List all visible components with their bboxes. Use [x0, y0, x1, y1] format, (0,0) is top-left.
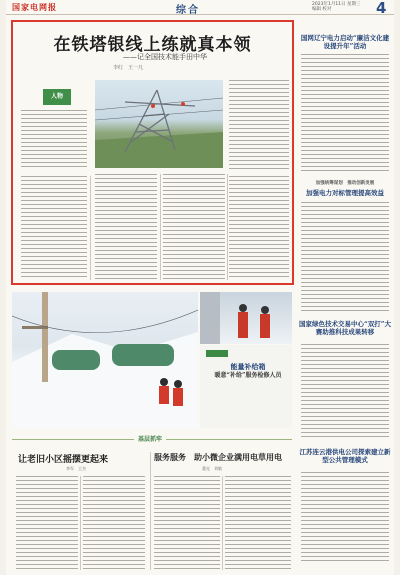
- qr-info-card: [200, 345, 292, 428]
- qr-banner: [206, 350, 228, 357]
- qr-card-text: [210, 362, 286, 380]
- column-divider: [227, 174, 228, 280]
- issue-date-line2: 编辑 校对: [312, 7, 332, 12]
- snow-field-illustration: [12, 292, 198, 428]
- article-text-block: [301, 472, 389, 562]
- column-divider: [222, 476, 223, 570]
- transmission-tower-photo: [95, 80, 223, 168]
- lead-article-tag: 人物: [43, 89, 71, 105]
- newspaper-page: [6, 0, 394, 575]
- bottom-left-byline: 李军 王杰: [66, 466, 86, 471]
- issue-date-line1: 2023年1月11日 星期三: [312, 2, 361, 7]
- column-divider: [150, 452, 151, 570]
- lead-article-highlight[interactable]: [11, 20, 294, 285]
- right-headline-1[interactable]: 国网辽宁电力启动“廉洁文化建设提升年”活动: [300, 34, 390, 50]
- article-text-block: [21, 176, 87, 280]
- masthead: [6, 0, 394, 15]
- page-number: 4: [376, 0, 387, 17]
- article-text-block: [301, 54, 389, 174]
- article-text-block: [225, 476, 291, 570]
- column-divider: [80, 476, 81, 570]
- bottom-right-byline: 董光 刘敏: [202, 466, 222, 471]
- right-headline-4[interactable]: 江苏连云港供电公司探索建立新型公共管理模式: [299, 448, 391, 464]
- bottom-section-divider: [12, 434, 292, 444]
- issue-date: [312, 2, 360, 12]
- lead-article-title: 在铁塔银线上练就真本领: [53, 35, 252, 55]
- bottom-left-title[interactable]: 让老旧小区摇摆更起来: [18, 455, 109, 465]
- tower-illustration: [95, 80, 223, 168]
- article-text-block: [16, 476, 78, 570]
- article-text-block: [229, 176, 289, 280]
- right-headline-3[interactable]: 国家绿色技术交易中心“双打”大赛助推科技成果转移: [299, 320, 391, 336]
- article-text-block: [21, 110, 87, 170]
- workers-illustration: [200, 292, 292, 344]
- right-news-column: [299, 20, 391, 565]
- column-divider: [90, 176, 91, 280]
- right-kicker-2: 加强统筹谋划 推动创新发展: [315, 181, 375, 186]
- article-text-block: [163, 174, 225, 280]
- article-text-block: [301, 344, 389, 440]
- column-divider: [160, 174, 161, 280]
- section-title: 综合: [176, 5, 200, 16]
- qr-card-title: 能量补给箱: [230, 362, 266, 371]
- article-text-block: [83, 476, 145, 570]
- article-text-block: [154, 476, 220, 570]
- bottom-section-label: 基层抓牢: [134, 434, 166, 443]
- worker-photo: [200, 292, 292, 344]
- qr-card-caption: 暖意“补给”服务检修人员: [214, 372, 282, 379]
- newspaper-logo: 国家电网报: [12, 3, 57, 12]
- lead-article-subtitle: ——记全国技术能手田中华: [123, 53, 207, 61]
- lead-article-byline: 李红 王一凡: [113, 65, 144, 71]
- article-text-block: [95, 174, 157, 280]
- right-headline-2[interactable]: 加强电力对标管理提高效益: [306, 189, 384, 197]
- bottom-right-title[interactable]: 服务服务 助小微企业满用电草用电: [154, 452, 282, 462]
- snow-scene-photo: [12, 292, 198, 428]
- article-text-block: [229, 80, 289, 172]
- article-text-block: [301, 202, 389, 312]
